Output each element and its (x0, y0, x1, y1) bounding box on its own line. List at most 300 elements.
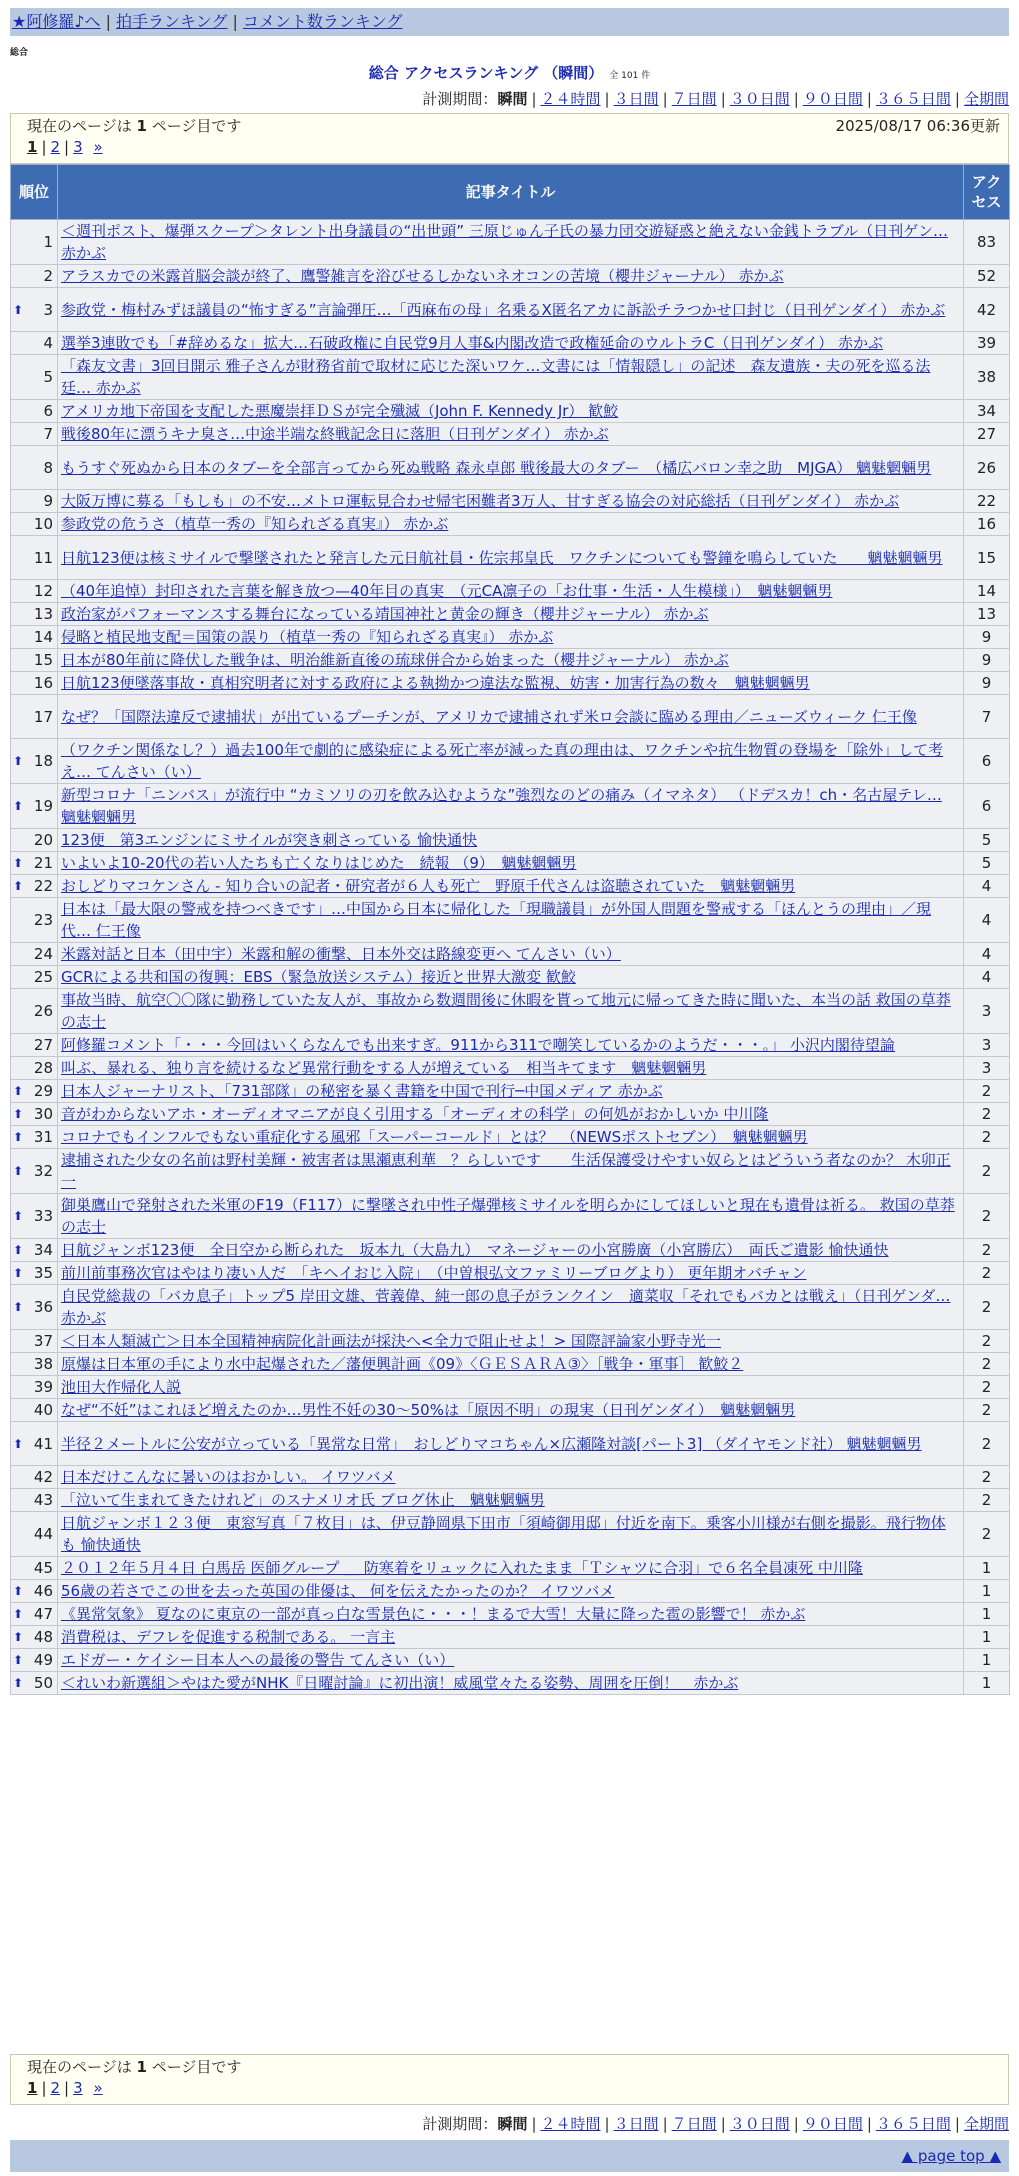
article-title-link[interactable]: （ワクチン関係なし？）過去100年で劇的に感染症による死亡率が減った真の理由は、ワクチンや抗生物質の登場を「除外」して考え… てんさい（い） (61, 741, 944, 781)
page-info-bottom (10, 2054, 1009, 2105)
table-row (11, 672, 1010, 695)
table-row (11, 1580, 1010, 1603)
period-link-1[interactable]: ３日間 (613, 90, 659, 108)
article-title-link[interactable]: 池田大作帰化人説 (61, 1378, 182, 1396)
period-separator: | (662, 2115, 668, 2133)
article-title-link[interactable]: 日本だけこんなに暑いのはおかしい。 イワツバメ (61, 1468, 396, 1486)
page-link-3[interactable]: 3 (73, 2079, 83, 2097)
title-cell (58, 829, 964, 852)
access-count: 52 (964, 265, 1010, 288)
title-cell (58, 1580, 964, 1603)
table-row (11, 490, 1010, 513)
rank-number: 2 (43, 267, 53, 285)
period-link-5[interactable]: ３６５日間 (875, 2115, 951, 2133)
rank-number: 5 (43, 368, 53, 386)
period-link-4[interactable]: ９０日間 (802, 2115, 863, 2133)
current-page-prefix: 現在のページは (27, 117, 132, 135)
title-cell (58, 1399, 964, 1422)
title-cell (58, 265, 964, 288)
article-title-link[interactable]: なぜ“不妊”はこれほど増えたのか…男性不妊の30～50%は「原因不明」の現実（日刊ゲンダイ） 魑魅魍魎男 (61, 1401, 796, 1419)
table-row (11, 626, 1010, 649)
title-cell (58, 1330, 964, 1353)
article-title-link[interactable]: 前川前事務次官はやはり凄い人だ 「キヘイおじ入院」 （中曽根弘文ファミリーブログより） 更年期オバチャン (61, 1264, 807, 1282)
access-count: 38 (964, 355, 1010, 400)
page-link-2[interactable]: 2 (50, 138, 61, 156)
table-row (11, 1422, 1010, 1466)
article-title-link[interactable]: 日本人ジャーナリスト、「731部隊」の秘密を暴く書籍を中国で刊行─中国メディア 赤かぶ (61, 1082, 663, 1100)
access-header-text: アク セス (971, 173, 1002, 211)
article-title-link[interactable]: アメリカ地下帝国を支配した悪魔崇拝ＤＳが完全殲滅（John F. Kennedy Jr） 歓鮫 (61, 402, 619, 420)
table-row (11, 1489, 1010, 1512)
article-title-link[interactable]: 阿修羅コメント「・・・今回はいくらなんでも出来すぎ。911から311で嘲笑しているかのようだ・・・。」 小沢内閣待望論 (61, 1036, 895, 1054)
table-row (11, 355, 1010, 400)
article-title-link[interactable]: 音がわからないアホ・オーディオマニアが良く引用する「オーディオの科学」の何処がおかしいか 中川隆 (61, 1105, 769, 1123)
rank-cell (11, 1466, 58, 1489)
rank-number: 41 (33, 1434, 53, 1453)
rank-cell (11, 446, 58, 490)
article-title-link[interactable]: 参政党の危うさ（植草一秀の『知られざる真実』） 赤かぶ (61, 515, 449, 533)
table-row (11, 1149, 1010, 1194)
rank-number: 24 (33, 945, 53, 963)
article-title-link[interactable]: ２０１２年５月４日 白馬岳 医師グループ ＿ 防寒着をリュックに入れたまま「Ｔシャツに合羽」で６名全員凍死 中川隆 (61, 1559, 863, 1577)
period-separator: | (604, 90, 610, 108)
access-count: 22 (964, 490, 1010, 513)
article-title-link[interactable]: 消費税は、デフレを促進する税制である。 一言主 (61, 1628, 396, 1646)
access-count: 3 (964, 989, 1010, 1034)
table-row (11, 898, 1010, 943)
rank-number: 50 (33, 1674, 53, 1692)
rank-cell (11, 1285, 58, 1330)
period-selector-top (422, 88, 1009, 109)
access-count: 16 (964, 513, 1010, 536)
access-count: 1 (964, 1557, 1010, 1580)
period-separator: | (531, 90, 537, 108)
article-title-link[interactable]: 選挙3連敗でも「#辞めるな」拡大…石破政権に自民党9月人事&内閣改造で政権延命のウルトラC（日刊ゲンダイ） 赤かぶ (61, 334, 883, 352)
rank-number: 12 (33, 582, 53, 600)
rank-up-arrow-icon: ⬆ (13, 754, 24, 768)
period-separator: | (954, 2115, 960, 2133)
title-cell (58, 332, 964, 355)
period-current: 瞬間 (497, 2115, 528, 2133)
title-cell (58, 695, 964, 739)
article-title-link[interactable]: 56歳の若さでこの世を去った英国の俳優は、 何を伝えたかったのか？ イワツバメ (61, 1582, 615, 1600)
rank-number: 20 (33, 831, 53, 849)
title-cell (58, 1489, 964, 1512)
period-separator: | (793, 2115, 799, 2133)
rank-cell (11, 943, 58, 966)
spacer (83, 2079, 88, 2097)
home-link[interactable]: ★阿修羅♪へ (12, 12, 101, 31)
article-title-link[interactable]: いよいよ10-20代の若い人たちも亡くなりはじめた 続報 （9） 魑魅魍魎男 (61, 854, 577, 872)
title-cell (58, 1422, 964, 1466)
article-title-link[interactable]: 戦後80年に漂うキナ臭さ…中途半端な終戦記念日に落胆（日刊ゲンダイ） 赤かぶ (61, 425, 609, 443)
title-cell (58, 1672, 964, 1695)
period-separator: | (604, 2115, 610, 2133)
rank-up-arrow-icon: ⬆ (13, 856, 24, 870)
period-link-5[interactable]: ３６５日間 (875, 90, 951, 108)
table-row (11, 1353, 1010, 1376)
title-cell (58, 1466, 964, 1489)
rank-column-header (11, 165, 58, 220)
rank-cell (11, 672, 58, 695)
rank-up-arrow-icon: ⬆ (13, 1130, 24, 1144)
period-link-2[interactable]: ７日間 (671, 2115, 717, 2133)
current-page-text (27, 116, 241, 137)
title-cell (58, 490, 964, 513)
period-link-6[interactable]: 全期間 (963, 90, 1009, 108)
table-row (11, 1126, 1010, 1149)
rank-number: 44 (33, 1525, 53, 1543)
rank-number: 47 (33, 1605, 53, 1623)
period-link-1[interactable]: ３日間 (613, 2115, 659, 2133)
current-page-suffix: ページ目です (151, 2058, 242, 2076)
table-row (11, 332, 1010, 355)
access-count: 1 (964, 1603, 1010, 1626)
rank-number: 21 (33, 854, 53, 872)
title-cell (58, 446, 964, 490)
pagination (27, 137, 1000, 158)
title-cell (58, 649, 964, 672)
rank-cell (11, 1262, 58, 1285)
rank-cell (11, 1330, 58, 1353)
table-row (11, 1672, 1010, 1695)
article-title-link[interactable]: 日本が80年前に降伏した戦争は、明治維新直後の琉球併合から始まった（櫻井ジャーナル） 赤かぶ (61, 651, 729, 669)
page-1-current: 1 (27, 2079, 38, 2097)
nav-separator: | (105, 12, 111, 31)
period-separator: | (793, 90, 799, 108)
next-page-link[interactable]: » (93, 2079, 103, 2097)
rank-cell (11, 288, 58, 332)
access-count: 2 (964, 1194, 1010, 1239)
title-cell (58, 989, 964, 1034)
rank-cell (11, 852, 58, 875)
article-title-link[interactable]: 御巣鷹山で発射された米軍のF19（F117）に撃墜され中性子爆弾核ミサイルを明らかにしてほしいと現在も遺骨は祈る。 救国の草莽の志士 (61, 1196, 955, 1236)
table-row (11, 1330, 1010, 1353)
rank-number: 31 (33, 1128, 53, 1146)
rank-up-arrow-icon: ⬆ (13, 1436, 24, 1451)
rank-cell (11, 649, 58, 672)
rank-up-arrow-icon: ⬆ (13, 1209, 24, 1223)
page-link-3[interactable]: 3 (73, 138, 83, 156)
updated-timestamp: 2025/08/17 06:36更新 (835, 117, 1000, 135)
title-cell (58, 400, 964, 423)
access-count: 2 (964, 1262, 1010, 1285)
period-link-3[interactable]: ３０日間 (729, 2115, 790, 2133)
access-count: 2 (964, 1103, 1010, 1126)
article-title-link[interactable]: 日航ジャンボ123便 全日空から断られた 坂本九（大島九） マネージャーの小宮勝廣（小宮勝広） 両氏ご遺影 愉快通快 (61, 1241, 889, 1259)
rank-number: 3 (43, 300, 53, 319)
rank-number: 43 (33, 1491, 53, 1509)
page-separator: | (64, 2079, 70, 2097)
page-info-top (10, 113, 1009, 164)
rank-cell (11, 1422, 58, 1466)
rank-number: 34 (33, 1241, 53, 1259)
rank-header-text: 順位 (18, 183, 49, 201)
rank-cell (11, 1126, 58, 1149)
article-title-link[interactable]: なぜ？「国際法違反で逮捕状」が出ているプーチンが、アメリカで逮捕されず米ロ会談に臨める理由／ニューズウィーク 仁王像 (61, 707, 917, 726)
article-title-link[interactable]: 大阪万博に募る「もしも」の不安…メトロ運転見合わせ帰宅困難者3万人、甘すぎる協会の対応総括（日刊ゲンダイ） 赤かぶ (61, 492, 900, 510)
access-count: 2 (964, 1466, 1010, 1489)
total-count: 全 101 件 (609, 71, 651, 81)
pagination (27, 2078, 1000, 2099)
comment-ranking-link[interactable]: コメント数ランキング (242, 12, 403, 31)
period-separator: | (720, 90, 726, 108)
article-title-link[interactable]: 「森友文書」3回目開示 雅子さんが財務省前で取材に応じた深いワケ…文書には「情報隠し」の記述 森友遺族・夫の死を巡る法廷… 赤かぶ (61, 357, 931, 397)
rank-number: 45 (33, 1559, 53, 1577)
nav-separator: | (232, 12, 238, 31)
current-page-number: 1 (136, 117, 147, 135)
rank-cell (11, 400, 58, 423)
access-count: 13 (964, 603, 1010, 626)
article-title-link[interactable]: GCRによる共和国の復興：EBS（緊急放送システム）接近と世界大激変 歓鮫 (61, 968, 576, 986)
access-count: 39 (964, 332, 1010, 355)
article-title-link[interactable]: 《異常気象》 夏なのに東京の一部が真っ白な雪景色に・・・！まるで大雪！大量に降った雹の影響で！ 赤かぶ (61, 1605, 806, 1623)
page-1-current: 1 (27, 138, 38, 156)
access-count: 2 (964, 1422, 1010, 1466)
rank-cell (11, 332, 58, 355)
title-cell (58, 220, 964, 265)
article-title-link[interactable]: 逮捕された少女の名前は野村美輝・被害者は黒瀬恵利華 ？らしいです 生活保護受けやすい奴らとはどういう者なのか？ 木卯正一 (61, 1151, 951, 1191)
table-row (11, 649, 1010, 672)
rank-up-arrow-icon: ⬆ (13, 1630, 24, 1644)
access-count: 2 (964, 1489, 1010, 1512)
title-cell (58, 1512, 964, 1557)
rank-up-arrow-icon: ⬆ (13, 1676, 24, 1690)
rank-up-arrow-icon: ⬆ (13, 1653, 24, 1667)
table-row (11, 739, 1010, 784)
article-title-link[interactable]: 叫ぶ、暴れる、独り言を続けるなど異常行動をする人が増えている 相当キてます 魑魅魍魎男 (61, 1059, 707, 1077)
access-count: 1 (964, 1649, 1010, 1672)
rank-cell (11, 603, 58, 626)
access-count: 2 (964, 1126, 1010, 1149)
page-title-text: 総合 アクセスランキング （瞬間） (368, 64, 604, 82)
article-title-link[interactable]: おしどりマコケンさん - 知り合いの記者・研究者が６人も死亡 野原千代さんは盗聴されていた 魑魅魍魎男 (61, 877, 796, 895)
period-label: 計測期間： (422, 2115, 498, 2133)
current-page-number: 1 (136, 2058, 147, 2076)
table-row (11, 1057, 1010, 1080)
article-title-link[interactable]: 自民党総裁の「バカ息子」トップ5 岸田文雄、菅義偉、純一郎の息子がランクイン 適菜収「それでもバカとは戦え」（日刊ゲンダ… 赤かぶ (61, 1287, 951, 1327)
title-cell (58, 1057, 964, 1080)
rank-up-arrow-icon: ⬆ (13, 1243, 24, 1257)
ranking-table (10, 164, 1010, 1695)
access-count: 5 (964, 852, 1010, 875)
rank-number: 1 (43, 233, 53, 251)
rank-cell (11, 1399, 58, 1422)
article-title-link[interactable]: 米露対話と日本（田中宇）米露和解の衝撃、日本外交は路線変更へ てんさい（い） (61, 945, 621, 963)
table-row (11, 1080, 1010, 1103)
access-count: 1 (964, 1672, 1010, 1695)
access-count: 7 (964, 695, 1010, 739)
rank-cell (11, 1376, 58, 1399)
title-cell (58, 1194, 964, 1239)
page-separator: | (41, 138, 47, 156)
article-title-link[interactable]: 日航123便墜落事故・真相究明者に対する政府による執拗かつ違法な監視、妨害・加害行為の数々 魑魅魍魎男 (61, 674, 810, 692)
rank-up-arrow-icon: ⬆ (13, 1300, 24, 1314)
access-count: 2 (964, 1149, 1010, 1194)
title-cell (58, 1557, 964, 1580)
access-count: 5 (964, 829, 1010, 852)
title-cell (58, 966, 964, 989)
rank-cell (11, 1239, 58, 1262)
period-link-6[interactable]: 全期間 (963, 2115, 1009, 2133)
table-row (11, 875, 1010, 898)
article-title-link[interactable]: 「泣いて生まれてきたけれど」のスナメリオ氏 ブログ休止 魑魅魍魎男 (61, 1491, 545, 1509)
period-link-0[interactable]: ２４時間 (540, 2115, 601, 2133)
article-title-link[interactable]: 日本は「最大限の警戒を持つべきです」…中国から日本に帰化した「現職議員」が外国人問題を警戒する「ほんとうの理由」／現代… 仁王像 (61, 900, 932, 940)
table-row (11, 1399, 1010, 1422)
table-row (11, 265, 1010, 288)
access-count: 2 (964, 1285, 1010, 1330)
title-cell (58, 1262, 964, 1285)
article-title-link[interactable]: コロナでもインフルでもない重症化する風邪「スーパーコールド」とは？ （NEWSポストセブン） 魑魅魍魎男 (61, 1128, 808, 1146)
access-count: 6 (964, 784, 1010, 829)
rank-number: 33 (33, 1207, 53, 1225)
rank-number: 19 (33, 797, 53, 815)
rank-number: 25 (33, 968, 53, 986)
rank-cell (11, 536, 58, 580)
article-title-link[interactable]: ＜週刊ポスト、爆弾スクープ＞タレント出身議員の“出世頭” 三原じゅん子氏の暴力団交遊疑惑と絶えない金銭トラブル（日刊ゲン… 赤かぶ (61, 222, 948, 262)
rank-number: 29 (33, 1082, 53, 1100)
current-page-text (27, 2057, 241, 2078)
category-label: 総合 (10, 48, 29, 58)
access-count: 4 (964, 875, 1010, 898)
table-row (11, 513, 1010, 536)
rank-number: 14 (33, 628, 53, 646)
rank-up-arrow-icon: ⬆ (13, 879, 24, 893)
rank-cell (11, 1103, 58, 1126)
rank-cell (11, 513, 58, 536)
current-page-suffix: ページ目です (151, 117, 242, 135)
clap-ranking-link[interactable]: 拍手ランキング (115, 12, 228, 31)
rank-up-arrow-icon: ⬆ (13, 1607, 24, 1621)
table-row (11, 943, 1010, 966)
table-row (11, 966, 1010, 989)
table-row (11, 220, 1010, 265)
access-count: 2 (964, 1080, 1010, 1103)
period-separator: | (954, 90, 960, 108)
title-cell (58, 1034, 964, 1057)
rank-number: 4 (43, 334, 53, 352)
table-row (11, 1649, 1010, 1672)
article-title-link[interactable]: （40年追悼）封印された言葉を解き放つ—40年目の真実 （元CA凛子の「お仕事・生活・人生模様」） 魑魅魍魎男 (61, 582, 833, 600)
article-title-link[interactable]: ＜れいわ新選組＞やはた愛がNHK『日曜討論』に初出演！威風堂々たる姿勢、周囲を圧倒！ 赤かぶ (61, 1674, 739, 1692)
rank-cell (11, 423, 58, 446)
title-cell (58, 1353, 964, 1376)
page-link-2[interactable]: 2 (50, 2079, 61, 2097)
rank-cell (11, 1194, 58, 1239)
access-count: 6 (964, 739, 1010, 784)
rank-cell (11, 829, 58, 852)
period-separator: | (531, 2115, 537, 2133)
table-row (11, 1103, 1010, 1126)
access-count: 2 (964, 1399, 1010, 1422)
rank-cell (11, 1557, 58, 1580)
article-title-link[interactable]: 日航ジャンボ１２３便 東窓写真「７枚目」は、伊豆静岡県下田市「須崎御用邸」付近を南下。乗客小川様が右側を撮影。飛行物体も 愉快通快 (61, 1514, 946, 1554)
rank-cell (11, 1580, 58, 1603)
rank-number: 36 (33, 1298, 53, 1316)
article-title-link[interactable]: 事故当時、航空〇〇隊に勤務していた友人が、事故から数週間後に休暇を貰って地元に帰ってきた時に聞いた、本当の話 救国の草莽の志士 (61, 991, 951, 1031)
rank-cell (11, 898, 58, 943)
title-cell (58, 1626, 964, 1649)
article-title-link[interactable]: アラスカでの米露首脳会談が終了、鷹警雑言を浴びせるしかないネオコンの苦境（櫻井ジャーナル） 赤かぶ (61, 267, 784, 285)
rank-cell (11, 580, 58, 603)
table-row (11, 288, 1010, 332)
rank-number: 15 (33, 651, 53, 669)
table-row (11, 603, 1010, 626)
title-cell (58, 1103, 964, 1126)
title-cell (58, 672, 964, 695)
period-separator: | (720, 2115, 726, 2133)
title-cell (58, 784, 964, 829)
access-count: 1 (964, 1580, 1010, 1603)
period-link-0[interactable]: ２４時間 (540, 90, 601, 108)
table-row (11, 1512, 1010, 1557)
article-title-link[interactable]: 参政党・梅村みずほ議員の“怖すぎる”言論弾圧…「西麻布の母」名乗るX匿名アカに訴訟チラつかせ口封じ（日刊ゲンダイ） 赤かぶ (61, 300, 946, 319)
article-title-link[interactable]: 新型コロナ「ニンバス」が流行中 “カミソリの刃を飲み込むような”強烈なのどの痛み（イマネタ） （ドデスカ！ch・名古屋テレ… 魑魅魍魎男 (61, 786, 942, 826)
access-count: 42 (964, 288, 1010, 332)
table-row (11, 852, 1010, 875)
rank-cell (11, 1603, 58, 1626)
article-title-link[interactable]: 原爆は日本軍の手により水中起爆された／藩便興計画《09》〈ＧＥＳＡＲＡ③〉［戦争・軍事］ 歓鮫２ (61, 1355, 744, 1373)
page-top-link[interactable]: ▲ page top ▲ (901, 2147, 1001, 2165)
rank-cell (11, 1649, 58, 1672)
page-title (0, 62, 1019, 83)
table-row (11, 1239, 1010, 1262)
access-count: 15 (964, 536, 1010, 580)
article-title-link[interactable]: 侵略と植民地支配＝国策の誤り（植草一秀の『知られざる真実』） 赤かぶ (61, 628, 554, 646)
article-title-link[interactable]: 日航123便は核ミサイルで撃墜されたと発言した元日航社員・佐宗邦皇氏 ワクチンについても警鐘を鳴らしていた 魑魅魍魎男 (61, 548, 943, 567)
table-row (11, 1603, 1010, 1626)
title-cell (58, 603, 964, 626)
title-cell (58, 355, 964, 400)
table-row (11, 1194, 1010, 1239)
article-title-link[interactable]: ＜日本人類滅亡＞日本全国精神病院化計画法が採決へ<全力で阻止せよ！> 国際評論家小野寺光一 (61, 1332, 721, 1350)
period-current: 瞬間 (497, 90, 528, 108)
table-row (11, 1262, 1010, 1285)
title-cell (58, 1080, 964, 1103)
article-title-link[interactable]: エドガー・ケイシー日本人への最後の警告 てんさい（い） (61, 1651, 455, 1669)
next-page-link[interactable]: » (93, 138, 103, 156)
article-title-link[interactable]: 123便 第3エンジンにミサイルが突き刺さっている 愉快通快 (61, 831, 478, 849)
rank-cell (11, 1034, 58, 1057)
period-separator: | (662, 90, 668, 108)
period-link-2[interactable]: ７日間 (671, 90, 717, 108)
title-cell (58, 1285, 964, 1330)
period-link-4[interactable]: ９０日間 (802, 90, 863, 108)
rank-number: 28 (33, 1059, 53, 1077)
access-count: 4 (964, 943, 1010, 966)
rank-up-arrow-icon: ⬆ (13, 1107, 24, 1121)
access-count: 14 (964, 580, 1010, 603)
rank-cell (11, 220, 58, 265)
article-title-link[interactable]: 政治家がパフォーマンスする舞台になっている靖国神社と黄金の輝き（櫻井ジャーナル） 赤かぶ (61, 605, 709, 623)
table-row (11, 580, 1010, 603)
article-title-link[interactable]: もうすぐ死ぬから日本のタブーを全部言ってから死ぬ戦略 森永卓郎 戦後最大のタブー （橘広バロン幸之助 MJGA） 魑魅魍魎男 (61, 458, 932, 477)
title-cell (58, 1239, 964, 1262)
rank-up-arrow-icon: ⬆ (13, 302, 24, 317)
table-row (11, 1557, 1010, 1580)
title-column-header: 記事タイトル (58, 165, 964, 220)
rank-number: 26 (33, 1002, 53, 1020)
rank-up-arrow-icon: ⬆ (13, 1584, 24, 1598)
period-link-3[interactable]: ３０日間 (729, 90, 790, 108)
access-column-header (964, 165, 1010, 220)
title-cell (58, 580, 964, 603)
current-page-prefix: 現在のページは (27, 2058, 132, 2076)
table-row (11, 536, 1010, 580)
access-count: 3 (964, 1034, 1010, 1057)
article-title-link[interactable]: 半径２メートルに公安が立っている「異常な日常」 おしどりマコちゃん×広瀬隆対談[パート3] （ダイヤモンド社） 魑魅魍魎男 (61, 1434, 922, 1453)
